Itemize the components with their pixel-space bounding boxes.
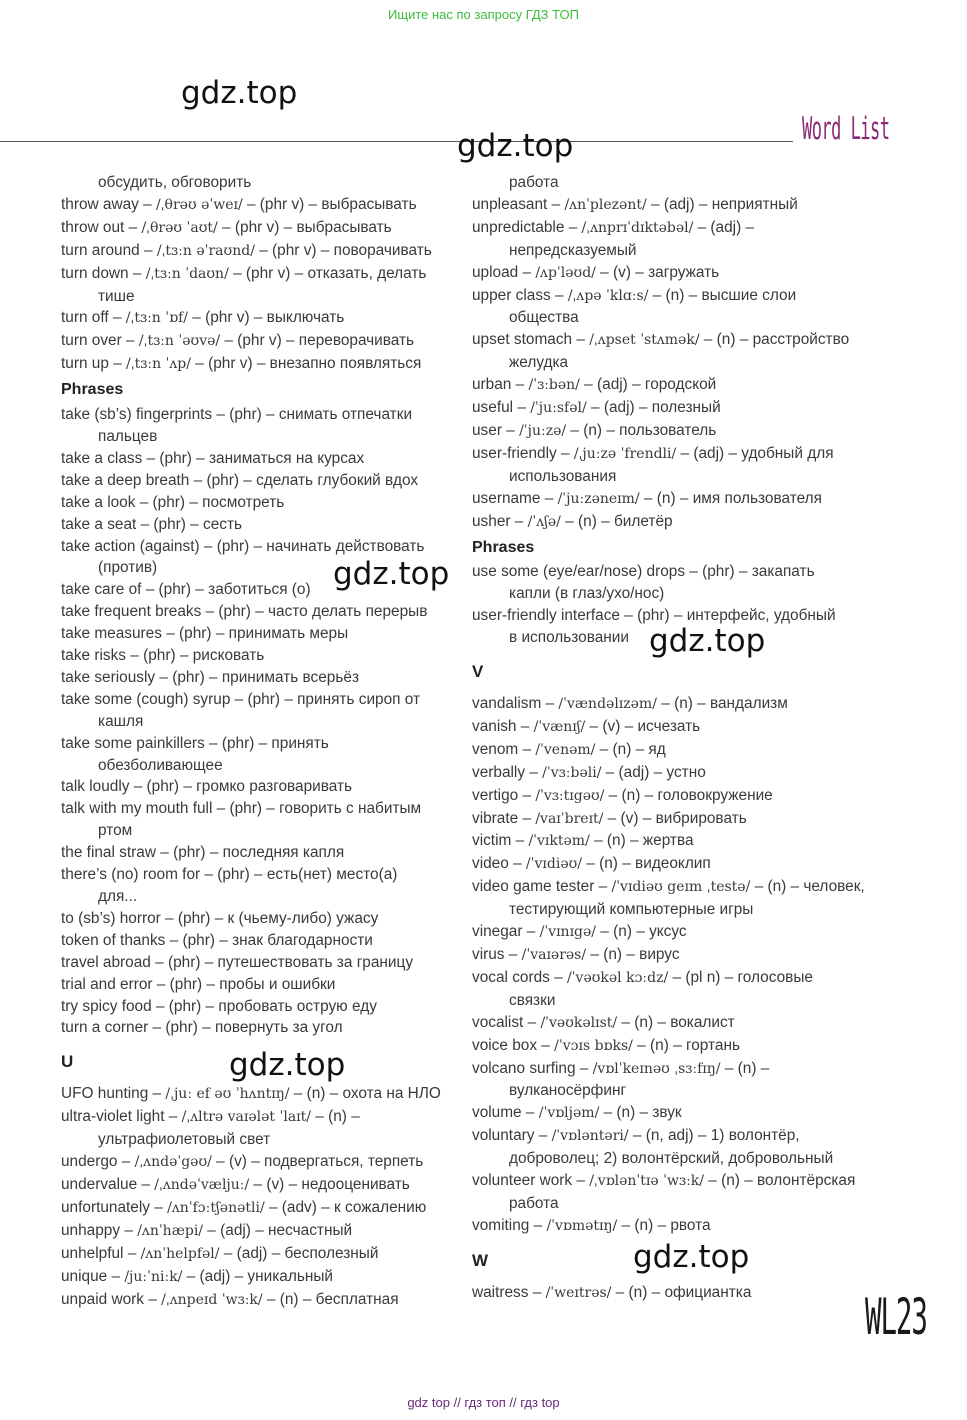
phrase-entry: turn a corner – (phr) – повернуть за угол — [61, 1019, 343, 1037]
word-entry: voluntary – /ˈvɒləntəri/ – (n, adj) – 1) волонтёр, — [472, 1127, 800, 1145]
entry-word: vomiting — [472, 1216, 530, 1234]
entry-word: turn down — [61, 264, 129, 282]
entry-translation: (n) – уксус — [613, 923, 687, 941]
entry-translation: (adj) – городской — [597, 376, 717, 394]
entry-continuation: в использовании — [509, 629, 629, 647]
entry-translation: (n) – высшие слои — [665, 286, 797, 304]
entry-transcription: /ˈvɜːbəli/ — [542, 764, 602, 781]
phrase-entry: take a look – (phr) – посмотреть — [61, 493, 285, 511]
entry-translation: (v) – исчезать — [602, 717, 701, 735]
right-column — [472, 172, 872, 1305]
phrase-entry: take care of – (phr) – заботиться (о) — [61, 581, 311, 599]
phrase-entry: take (sb’s) fingerprints – (phr) – снимать отпечатки — [61, 406, 413, 424]
subsection-heading: Phrases — [61, 381, 124, 399]
entry-word: upper class — [472, 286, 551, 304]
entry-transcription: /ˌtɜːn ˈɒf/ — [125, 310, 188, 327]
word-entry: volunteer work – /ˌvɒlənˈtɪə ˈwɜːk/ – (n) – волонтёрская — [472, 1172, 856, 1190]
word-entry: virus – /ˈvaɪərəs/ – (n) – вирус — [472, 946, 680, 963]
entry-word: turn up — [61, 355, 109, 373]
entry-word: volunteer work — [472, 1172, 573, 1190]
entry-transcription: /ˈvɪdiəʊ geɪm ˌtestə/ — [611, 879, 751, 896]
watermark: gdz.top — [333, 556, 450, 592]
word-entry: venom – /ˈvenəm/ – (n) – яд — [472, 740, 666, 758]
word-entry: unpaid work – /ˌʌnpeɪd ˈwɜːk/ – (n) – бесплатная — [61, 1290, 399, 1308]
word-entry: usher – /ˈʌʃə/ – (n) – билетёр — [472, 512, 673, 530]
word-entry: vinegar – /ˈvɪnɪgə/ – (n) – уксус — [472, 923, 687, 941]
entry-translation: (adj) – — [710, 218, 755, 236]
word-entry: voice box – /ˈvɔɪs bɒks/ – (n) – гортань — [472, 1036, 740, 1054]
word-entry: UFO hunting – /ˌjuː ef əʊ ˈhʌntɪŋ/ – (n) – охота на НЛО — [61, 1085, 441, 1103]
word-entry: vibrate – /vaɪˈbreɪt/ – (v) – вибрировать — [472, 809, 747, 827]
entry-word: vanish — [472, 717, 517, 735]
word-entry: turn off – /ˌtɜːn ˈɒf/ – (phr v) – выключать — [61, 309, 345, 327]
entry-translation: (n, adj) – 1) волонтёр, — [645, 1127, 800, 1145]
word-entry: verbally – /ˈvɜːbəli/ – (adj) – устно — [472, 763, 706, 781]
phrase-entry: travel abroad – (phr) – путешествовать за границу — [61, 953, 414, 971]
entry-word: vocalist — [472, 1013, 524, 1031]
phrase-entry: the final straw – (phr) – последняя капля — [61, 844, 345, 862]
entry-continuation: доброволец; 2) волонтёрский, добровольный — [509, 1150, 834, 1168]
phrase-entry: take measures – (phr) – принимать меры — [61, 625, 349, 643]
word-entry: unpleasant – /ʌnˈplezənt/ – (adj) – неприятный — [472, 195, 798, 213]
entry-transcription: /ˌvɒlənˈtɪə ˈwɜːk/ — [589, 1173, 704, 1190]
word-entry: unique – /juːˈniːk/ – (adj) – уникальный — [61, 1267, 334, 1285]
entry-continuation: использования — [509, 467, 617, 485]
phrase-entry: to (sb’s) horror – (phr) – к (чьему-либо) ужасу — [61, 909, 379, 927]
phrase-entry: take some painkillers – (phr) – принять — [61, 734, 329, 752]
word-entry: vocal cords – /ˈvəʊkəl kɔːdz/ – (pl n) – голосовые — [472, 968, 813, 986]
entry-translation: (adj) – устно — [618, 763, 706, 781]
entry-transcription: /ʌnˈplezənt/ — [564, 196, 647, 213]
entry-translation: (n) – жертва — [606, 832, 694, 850]
phrase-entry: there’s (no) room for – (phr) – есть(нет) место(а) — [61, 866, 398, 884]
entry-transcription: /ˈvenəm/ — [535, 741, 596, 758]
letter-heading: W — [472, 1250, 489, 1270]
phrase-entry: talk loudly – (phr) – громко разговаривать — [61, 778, 353, 796]
entry-transcription: /vaɪˈbreɪt/ — [535, 810, 604, 827]
phrase-entry: take a seat – (phr) – сесть — [61, 515, 243, 533]
phrase-entry: trial and error – (phr) – пробы и ошибки — [61, 975, 336, 993]
entry-word: ultra-violet light — [61, 1108, 165, 1126]
entry-translation: (adj) – несчастный — [220, 1221, 353, 1239]
word-entry: unpredictable – /ˌʌnprɪˈdɪktəbəl/ – (adj) – — [472, 218, 755, 236]
entry-translation: (n) – гортань — [650, 1036, 740, 1054]
watermark: gdz.top — [633, 1239, 750, 1275]
entry-continuation: вулканосёрфинг — [509, 1082, 627, 1100]
entry-word: unhappy — [61, 1221, 121, 1239]
entry-transcription: /ˈvaɪərəs/ — [521, 947, 587, 963]
footer: gdz top // гдз топ // гдз top — [407, 1395, 560, 1410]
phrase-entry: take some (cough) syrup – (phr) – принять сироп от — [61, 690, 421, 708]
entry-translation: (n) – вирус — [603, 946, 680, 963]
entry-word: video game tester — [472, 878, 595, 896]
entry-transcription: /ˌjuː ef əʊ ˈhʌntɪŋ/ — [165, 1086, 290, 1103]
entry-word: verbally — [472, 763, 526, 781]
entry-translation: (phr v) – поворачивать — [272, 241, 432, 259]
entry-transcription: /ˈvəʊkəlɪst/ — [540, 1014, 618, 1031]
phrase-entry: take risks – (phr) – рисковать — [61, 647, 265, 665]
entry-transcription: /ˌtɜːn əˈraʊnd/ — [156, 242, 255, 259]
entry-continuation: тише — [98, 287, 135, 305]
entry-word: vocal cords — [472, 968, 550, 986]
entry-translation: (v) – недооценивать — [266, 1175, 410, 1193]
word-entry: undervalue – /ˌʌndəˈvæljuː/ – (v) – недооценивать — [61, 1175, 410, 1193]
entry-word: vinegar — [472, 923, 523, 941]
entry-transcription: /ˈjuːzəneɪm/ — [557, 490, 640, 507]
word-entry: turn down – /ˌtɜːn ˈdaʊn/ – (phr v) – отказать, делать — [61, 264, 427, 282]
word-entry: upset stomach – /ˌʌpset ˈstʌmək/ – (n) – расстройство — [472, 331, 850, 349]
entry-transcription: /ˈvændəlɪzəm/ — [558, 696, 657, 713]
phrase-entry: token of thanks – (phr) – знак благодарности — [61, 931, 373, 949]
word-entry: user – /ˈjuːzə/ – (n) – пользователь — [472, 421, 717, 439]
page-number: WL23 — [865, 1288, 927, 1346]
entry-transcription: /ˈvɪdiəʊ/ — [525, 856, 582, 873]
entry-word: unfortunately — [61, 1198, 150, 1216]
phrase-entry: take seriously – (phr) – принимать всерьёз — [61, 668, 359, 686]
entry-word: user-friendly — [472, 444, 557, 462]
entry-translation: (n) – официантка — [628, 1283, 752, 1301]
entry-word: urban — [472, 376, 512, 394]
entry-continuation: обсудить, обговорить — [98, 174, 252, 191]
entry-continuation: обезболивающее — [98, 756, 223, 774]
entry-translation: (phr v) – выбрасывать — [234, 218, 392, 236]
entry-transcription: /ˌʌpə ˈklɑːs/ — [567, 287, 649, 304]
word-entry: user-friendly – /ˌjuːzə ˈfrendli/ – (adj) – удобный для — [472, 444, 834, 462]
entry-word: unhelpful — [61, 1244, 124, 1262]
word-entry: ultra-violet light – /ˌʌltrə vaɪələt ˈlaɪt/ – (n) – — [61, 1108, 360, 1126]
entry-translation: (phr v) – внезапно появляться — [208, 355, 422, 373]
subsection-heading: Phrases — [472, 538, 535, 556]
entry-word: unpleasant — [472, 195, 548, 213]
entry-transcription: /ˌʌpset ˈstʌmək/ — [589, 332, 700, 349]
entry-transcription: /ʌnˈhelpfəl/ — [140, 1245, 220, 1262]
word-entry: turn around – /ˌtɜːn əˈraʊnd/ – (phr v) – поворачивать — [61, 241, 432, 259]
phrase-entry: take frequent breaks – (phr) – часто делать перерыв — [61, 603, 428, 621]
entry-word: user — [472, 421, 502, 439]
entry-word: unpredictable — [472, 218, 565, 236]
phrase-entry: take action (against) – (phr) – начинать действовать — [61, 537, 425, 555]
entry-word: voluntary — [472, 1127, 535, 1145]
entry-transcription: /ˈweɪtrəs/ — [545, 1284, 612, 1301]
entry-translation: (adj) – полезный — [603, 399, 721, 417]
entry-continuation: общества — [509, 309, 579, 327]
entry-word: voice box — [472, 1036, 538, 1054]
letter-heading: U — [61, 1052, 74, 1072]
word-entry: throw away – /ˌθrəʊ əˈweɪ/ – (phr v) – выбрасывать — [61, 195, 417, 213]
entry-word: useful — [472, 399, 514, 417]
entry-translation: (phr v) – отказать, делать — [245, 264, 427, 282]
watermark: gdz.top — [229, 1047, 346, 1083]
entry-transcription: /ˌjuːzə ˈfrendli/ — [573, 445, 677, 462]
entry-continuation: работа — [509, 1194, 559, 1212]
entry-word: usher — [472, 512, 511, 530]
entry-translation: (n) – пользователь — [583, 421, 717, 439]
word-entry: vocalist – /ˈvəʊkəlɪst/ – (n) – вокалист — [472, 1013, 735, 1031]
entry-translation: (n) – имя пользователя — [656, 489, 822, 507]
entry-translation: (n) – головокружение — [621, 786, 773, 804]
entry-transcription: /ʌnˈhæpi/ — [137, 1222, 204, 1239]
entry-translation: (n) – вокалист — [634, 1013, 735, 1031]
entry-translation: (adj) – неприятный — [663, 195, 798, 213]
entry-transcription: /ʌnˈfɔːtʃənətli/ — [167, 1199, 265, 1216]
word-entry: vertigo – /ˈvɜːtɪgəʊ/ – (n) – головокружение — [472, 786, 773, 804]
letter-heading: V — [472, 662, 484, 682]
entry-continuation: ультрафиолетовый свет — [98, 1131, 271, 1149]
header-rule — [0, 141, 793, 142]
entry-word: turn over — [61, 332, 122, 350]
word-entry: turn over – /ˌtɜːn ˈəʊvə/ – (phr v) – переворачивать — [61, 332, 415, 350]
word-entry: urban – /ˈɜːbən/ – (adj) – городской — [472, 376, 717, 394]
entry-transcription: /ˈʌʃə/ — [527, 513, 561, 530]
entry-word: undervalue — [61, 1175, 138, 1193]
entry-word: video — [472, 855, 509, 873]
entry-word: unique — [61, 1267, 108, 1285]
word-entry: upper class – /ˌʌpə ˈklɑːs/ – (n) – высшие слои — [472, 286, 797, 304]
entry-word: vibrate — [472, 809, 519, 827]
entry-continuation: капли (в глаз/ухо/нос) — [509, 585, 665, 603]
entry-translation: (n) – рвота — [634, 1216, 711, 1234]
entry-translation: (n) – бесплатная — [279, 1290, 399, 1308]
entry-word: virus — [472, 946, 505, 963]
entry-transcription: /ˈɜːbən/ — [528, 377, 580, 394]
entry-word: upload — [472, 263, 519, 281]
word-entry: victim – /ˈvɪktəm/ – (n) – жертва — [472, 832, 694, 850]
entry-translation: (n) – — [737, 1059, 770, 1077]
entry-transcription: /ˌʌndəˈgəʊ/ — [134, 1154, 212, 1171]
word-entry: waitress – /ˈweɪtrəs/ – (n) – официантка — [472, 1283, 752, 1301]
word-entry: throw out – /ˌθrəʊ ˈaʊt/ – (phr v) – выбрасывать — [61, 218, 392, 236]
entry-word: turn around — [61, 241, 140, 259]
entry-transcription: /ˈjuːsfəl/ — [530, 400, 587, 417]
word-entry: unhappy – /ʌnˈhæpi/ – (adj) – несчастный — [61, 1221, 353, 1239]
word-entry: vanish – /ˈvænɪʃ/ – (v) – исчезать — [472, 717, 701, 735]
phrase-entry: user-friendly interface – (phr) – интерфейс, удобный — [472, 607, 836, 625]
entry-translation: (n) – охота на НЛО — [306, 1085, 441, 1103]
word-entry: video – /ˈvɪdiəʊ/ – (n) – видеоклип — [472, 855, 711, 873]
entry-transcription: /ˌʌndəˈvæljuː/ — [154, 1176, 250, 1193]
entry-translation: (n) – билетёр — [578, 512, 673, 530]
entry-translation: (adv) – к сожалению — [281, 1198, 427, 1216]
entry-word: vertigo — [472, 786, 519, 804]
entry-word: undergo — [61, 1153, 118, 1171]
entry-word: venom — [472, 740, 519, 758]
entry-transcription: /ˈvɒljəm/ — [538, 1105, 600, 1122]
entry-word: throw out — [61, 218, 125, 236]
watermark: gdz.top — [457, 128, 574, 164]
entry-translation: (n) – волонтёрская — [721, 1172, 856, 1190]
word-entry: volcano surfing – /vɒlˈkeɪnəʊ ˌsɜːfɪŋ/ – (n) – — [472, 1059, 770, 1077]
entry-transcription: /ˈjuːzə/ — [519, 422, 567, 439]
section-title: Word List — [802, 111, 890, 147]
entry-continuation: (против) — [98, 559, 158, 577]
left-column — [61, 172, 461, 1311]
entry-translation: (phr v) – переворачивать — [237, 332, 415, 350]
entry-transcription: /ˈvəʊkəl kɔːdz/ — [566, 969, 669, 986]
entry-translation: (n) – видеоклип — [599, 855, 711, 873]
entry-word: throw away — [61, 195, 139, 213]
entry-transcription: /ˌtɜːn ˈdaʊn/ — [145, 265, 229, 282]
entry-translation: (phr v) – выключать — [205, 309, 345, 327]
entry-transcription: /ˌtɜːn ˈʌp/ — [126, 356, 191, 373]
entry-word: volume — [472, 1104, 522, 1122]
phrase-entry: try spicy food – (phr) – пробовать острую еду — [61, 997, 377, 1015]
entry-continuation: тестирующий компьютерные игры — [509, 901, 754, 919]
watermark: gdz.top — [649, 623, 766, 659]
top-banner: Ищите нас по запросу ГДЗ ТОП — [388, 7, 579, 22]
word-entry: username – /ˈjuːzəneɪm/ – (n) – имя пользователя — [472, 489, 822, 507]
entry-continuation: для... — [98, 888, 138, 905]
word-entry: unfortunately – /ʌnˈfɔːtʃənətli/ – (adv) – к сожалению — [61, 1198, 427, 1216]
entry-transcription: /ˈvɜːtɪgəʊ/ — [535, 787, 605, 804]
entry-translation: (n) – человек, — [767, 878, 865, 896]
entry-continuation: непредсказуемый — [509, 241, 637, 259]
entry-continuation: ртом — [98, 822, 133, 840]
entry-transcription: /ˌθrəʊ ˈaʊt/ — [141, 219, 218, 236]
entry-translation: (n) – расстройство — [716, 331, 850, 349]
entry-transcription: /ˌʌnpeɪd ˈwɜːk/ — [161, 1291, 263, 1308]
word-entry: useful – /ˈjuːsfəl/ – (adj) – полезный — [472, 399, 721, 417]
entry-continuation: связки — [509, 991, 556, 1009]
entry-word: victim — [472, 832, 512, 850]
entry-transcription: /ˌθrəʊ əˈweɪ/ — [155, 196, 243, 213]
entry-translation: (adj) – удобный для — [693, 444, 834, 462]
entry-continuation: желудка — [509, 354, 569, 372]
entry-word: waitress — [472, 1283, 529, 1301]
entry-transcription: /vɒlˈkeɪnəʊ ˌsɜːfɪŋ/ — [592, 1060, 721, 1077]
phrase-entry: talk with my mouth full – (phr) – говорить с набитым — [61, 800, 422, 818]
entry-translation: (pl n) – голосовые — [685, 968, 813, 986]
entry-word: turn off — [61, 309, 109, 327]
entry-translation: (n) – яд — [612, 740, 666, 758]
phrase-entry: use some (eye/ear/nose) drops – (phr) – закапать — [472, 563, 815, 581]
entry-continuation: работа — [509, 174, 559, 191]
entry-word: upset stomach — [472, 331, 573, 349]
word-entry: turn up – /ˌtɜːn ˈʌp/ – (phr v) – внезапно появляться — [61, 355, 422, 373]
word-entry: video game tester – /ˈvɪdiəʊ geɪm ˌtestə/ – (n) – человек, — [472, 878, 865, 896]
entry-translation: (n) – звук — [616, 1104, 682, 1122]
entry-translation: (n) – вандализм — [674, 695, 788, 713]
watermark: gdz.top — [181, 75, 298, 111]
entry-translation: (v) – вибрировать — [620, 809, 747, 827]
entry-word: unpaid work — [61, 1290, 144, 1308]
entry-word: vandalism — [472, 695, 542, 713]
phrase-entry: take a deep breath – (phr) – сделать глубокий вдох — [61, 471, 419, 489]
word-entry: unhelpful – /ʌnˈhelpfəl/ – (adj) – бесполезный — [61, 1244, 379, 1262]
entry-translation: (adj) – бесполезный — [236, 1244, 379, 1262]
entry-translation: (phr v) – выбрасывать — [259, 195, 417, 213]
entry-transcription: /ˌʌltrə vaɪələt ˈlaɪt/ — [181, 1109, 311, 1126]
word-entry: undergo – /ˌʌndəˈgəʊ/ – (v) – подвергаться, терпеть — [61, 1153, 424, 1171]
entry-continuation: пальцев — [98, 427, 158, 445]
phrase-entry: take a class – (phr) – заниматься на курсах — [61, 449, 365, 467]
entry-translation: (v) – загружать — [613, 263, 720, 281]
entry-transcription: /ˈvɔɪs bɒks/ — [554, 1037, 633, 1054]
entry-transcription: /ˈvɒləntəri/ — [551, 1128, 629, 1145]
entry-transcription: /ˈvɪnɪgə/ — [539, 924, 597, 941]
entry-transcription: /juːˈniːk/ — [124, 1268, 183, 1285]
entry-transcription: /ˈvɒmətɪŋ/ — [546, 1217, 618, 1234]
word-entry: upload – /ʌpˈləʊd/ – (v) – загружать — [472, 263, 720, 281]
entry-transcription: /ˌtɜːn ˈəʊvə/ — [138, 333, 221, 350]
word-entry: vandalism – /ˈvændəlɪzəm/ – (n) – вандализм — [472, 695, 788, 713]
entry-transcription: /ˈvɪktəm/ — [528, 833, 590, 850]
entry-translation: (n) – — [328, 1108, 360, 1126]
entry-word: username — [472, 489, 541, 507]
entry-word: UFO hunting — [61, 1085, 149, 1103]
entry-translation: (adj) – уникальный — [199, 1267, 334, 1285]
word-entry: vomiting – /ˈvɒmətɪŋ/ – (n) – рвота — [472, 1216, 711, 1234]
entry-transcription: /ˌʌnprɪˈdɪktəbəl/ — [581, 219, 694, 236]
entry-transcription: /ʌpˈləʊd/ — [535, 264, 596, 281]
word-entry: volume – /ˈvɒljəm/ – (n) – звук — [472, 1104, 682, 1122]
entry-word: volcano surfing — [472, 1059, 576, 1077]
entry-transcription: /ˈvænɪʃ/ — [533, 718, 586, 735]
entry-translation: (v) – подвергаться, терпеть — [228, 1153, 424, 1171]
entry-continuation: кашля — [98, 712, 144, 730]
